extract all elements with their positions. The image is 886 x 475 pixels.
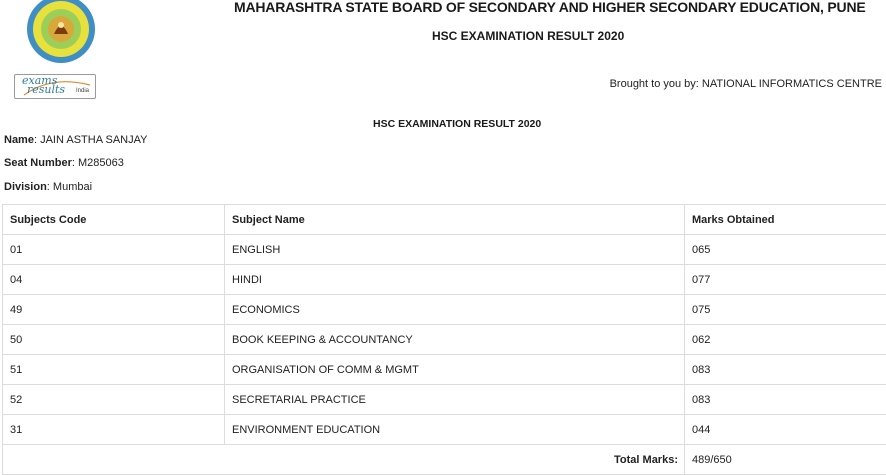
subject-code-cell: 49 [3,295,225,325]
subject-name-cell: ORGANISATION OF COMM & MGMT [225,355,685,385]
subject-name-cell: HINDI [225,265,685,295]
table-row [3,355,886,385]
seat-value: M285063 [78,157,124,169]
candidate-name-row: Name: JAIN ASTHA SANJAY [4,134,147,146]
table-header-row [3,205,886,235]
table-row [3,325,886,355]
logo-text-exams: exams [22,75,57,87]
total-marks-label: Total Marks: [3,445,685,475]
table-row [3,235,886,265]
subject-code-cell: 01 [3,235,225,265]
brought-by-text: Brought to you by: NATIONAL INFORMATICS CENTRE [610,78,882,90]
subject-code-cell: 52 [3,385,225,415]
subject-code-cell: 04 [3,265,225,295]
total-row [3,445,886,475]
subject-name-cell: ENGLISH [225,235,685,265]
header-subject-name: Subject Name [225,205,685,235]
result-heading: HSC EXAMINATION RESULT 2020 [373,118,541,130]
subject-code-cell: 50 [3,325,225,355]
subject-name-cell: BOOK KEEPING & ACCOUNTANCY [225,325,685,355]
board-title: MAHARASHTRA STATE BOARD OF SECONDARY AND HIGHER SECONDARY EDUCATION, PUNE [234,0,866,15]
name-label: Name [4,134,34,146]
division-value: Mumbai [53,181,92,193]
exams-results-logo[interactable] [14,74,96,99]
marks-cell: 083 [685,355,886,385]
header-marks-obtained: Marks Obtained [685,205,886,235]
subject-code-cell: 51 [3,355,225,385]
marks-cell: 065 [685,235,886,265]
exam-subtitle: HSC EXAMINATION RESULT 2020 [432,29,624,43]
marks-cell: 077 [685,265,886,295]
header-subject-code: Subjects Code [3,205,225,235]
seat-label: Seat Number [4,157,72,169]
division-label: Division [4,181,47,193]
marks-table [2,204,886,475]
name-value: JAIN ASTHA SANJAY [40,134,147,146]
subject-code-cell: 31 [3,415,225,445]
logo-text-results: results [27,84,65,96]
marks-cell: 062 [685,325,886,355]
total-marks-value: 489/650 [685,445,886,475]
seat-number-row: Seat Number: M285063 [4,157,124,169]
table-row [3,385,886,415]
subject-name-cell: SECRETARIAL PRACTICE [225,385,685,415]
subject-name-cell: ECONOMICS [225,295,685,325]
table-row [3,415,886,445]
marks-cell: 075 [685,295,886,325]
logo-text-india: India [76,87,89,95]
subject-name-cell: ENVIRONMENT EDUCATION [225,415,685,445]
marks-cell: 083 [685,385,886,415]
table-row [3,265,886,295]
board-seal-icon [24,0,98,64]
division-row: Division: Mumbai [4,181,92,193]
table-row [3,295,886,325]
marks-cell: 044 [685,415,886,445]
